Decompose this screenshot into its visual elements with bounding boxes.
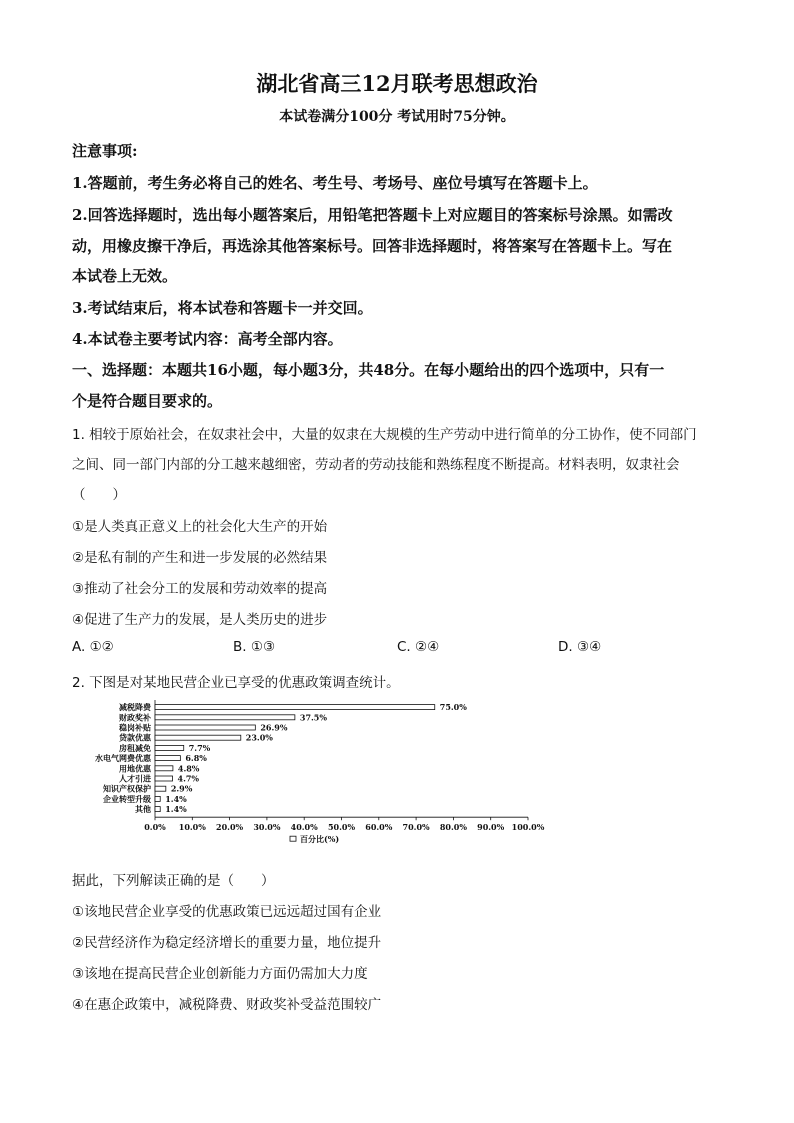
question-2-statement-2: ②民营经济作为稳定经济增长的重要力量，地位提升 [72, 935, 382, 951]
value-label-9: 1.4% [165, 793, 187, 804]
page-title: 湖北省高三12月联考思想政治 [256, 71, 538, 96]
bar-8 [155, 786, 166, 791]
section-heading-line-1: 一、选择题：本题共16小题，每小题3分，共48分。在每小题给出的四个选项中，只有一 [72, 361, 665, 379]
category-label-10: 其他 [135, 804, 151, 815]
question-1-option-b[interactable]: B. ①③ [233, 639, 276, 655]
value-label-4: 7.7% [188, 742, 211, 753]
x-tick-label-2: 20.0% [216, 822, 244, 833]
policy-bar-chart [72, 696, 562, 856]
question-2-statement-3: ③该地在提高民营企业创新能力方面仍需加大力度 [72, 966, 368, 982]
category-label-9: 企业转型升级 [103, 793, 151, 804]
x-tick-label-4: 40.0% [290, 822, 318, 833]
bar-6 [155, 766, 173, 771]
x-tick-label-10: 100.0% [511, 822, 545, 833]
bar-2 [155, 725, 255, 730]
question-1-statement-3: ③推动了社会分工的发展和劳动效率的提高 [72, 581, 328, 597]
bar-5 [155, 756, 180, 761]
value-label-7: 4.7% [177, 773, 200, 784]
question-1-stem-line-1: 1. 相较于原始社会，在奴隶社会中，大量的奴隶在大规模的生产劳动中进行简单的分工协作，使不同部门 [72, 427, 697, 443]
question-1-statement-1: ①是人类真正意义上的社会化大生产的开始 [72, 519, 328, 535]
category-label-6: 用地优惠 [119, 763, 151, 774]
question-2-prompt: 据此，下列解读正确的是（ ） [72, 873, 275, 889]
value-label-10: 1.4% [165, 804, 187, 815]
notice-item-1: 1.答题前，考生务必将自己的姓名、考生号、考场号、座位号填写在答题卡上。 [72, 174, 598, 192]
x-tick-label-0: 0.0% [144, 822, 166, 833]
value-label-1: 37.5% [299, 712, 327, 723]
question-2-statement-4: ④在惠企政策中，减税降费、财政奖补受益范围较广 [72, 997, 382, 1013]
value-label-6: 4.8% [177, 763, 200, 774]
x-tick-label-3: 30.0% [253, 822, 281, 833]
category-label-1: 财政奖补 [119, 712, 151, 723]
question-1-statement-2: ②是私有制的产生和进一步发展的必然结果 [72, 550, 328, 566]
x-tick-label-5: 50.0% [327, 822, 356, 833]
value-label-0: 75.0% [439, 702, 467, 713]
x-tick-label-7: 70.0% [402, 822, 430, 833]
category-label-3: 贷款优惠 [119, 732, 151, 743]
question-1-option-c[interactable]: C. ②④ [397, 639, 440, 655]
x-tick-label-8: 80.0% [439, 822, 467, 833]
x-tick-label-1: 10.0% [178, 822, 206, 833]
legend-swatch [290, 836, 296, 841]
category-label-0: 减税降费 [119, 702, 151, 713]
question-1-statement-4: ④促进了生产力的发展，是人类历史的进步 [72, 612, 328, 628]
notice-heading: 注意事项: [72, 142, 138, 160]
value-label-2: 26.9% [260, 722, 288, 733]
notice-item-3: 3.考试结束后，将本试卷和答题卡一并交回。 [72, 299, 373, 317]
bar-7 [155, 776, 173, 781]
category-label-2: 稳岗补贴 [119, 722, 151, 733]
value-label-5: 6.8% [185, 753, 207, 764]
question-1-option-a[interactable]: A. ①② [72, 639, 114, 655]
question-1-blank: （ ） [72, 487, 126, 503]
question-2-stem: 2. 下图是对某地民营企业已享受的优惠政策调查统计。 [72, 675, 400, 691]
bar-9 [155, 796, 160, 801]
bar-10 [155, 807, 160, 812]
value-label-3: 23.0% [245, 732, 273, 743]
notice-item-4: 4.本试卷主要考试内容：高考全部内容。 [72, 330, 343, 348]
notice-item-2-line-3: 本试卷上无效。 [72, 267, 178, 285]
bar-1 [155, 715, 295, 720]
exam-info: 本试卷满分100分 考试用时75分钟。 [279, 109, 515, 125]
question-1-stem-line-2: 之间、同一部门内部的分工越来越细密，劳动者的劳动技能和熟练程度不断提高。材料表明，奴隶社会 [72, 457, 680, 473]
bar-0 [155, 705, 435, 710]
category-label-7: 人才引进 [119, 773, 151, 784]
question-1-option-d[interactable]: D. ③④ [558, 639, 602, 655]
notice-item-2-line-2: 动，用橡皮擦干净后，再选涂其他答案标号。回答非选择题时，将答案写在答题卡上。写在 [72, 237, 673, 255]
x-tick-label-6: 60.0% [365, 822, 393, 833]
category-label-4: 房租减免 [119, 742, 151, 753]
legend-label: 百分比(%) [300, 834, 340, 845]
section-heading-line-2: 个是符合题目要求的。 [72, 392, 223, 410]
bar-3 [155, 735, 241, 740]
category-label-8: 知识产权保护 [103, 783, 151, 794]
notice-item-2-line-1: 2.回答选择题时，选出每小题答案后，用铅笔把答题卡上对应题目的答案标号涂黑。如需改 [72, 206, 673, 224]
value-label-8: 2.9% [170, 783, 193, 794]
x-tick-label-9: 90.0% [477, 822, 505, 833]
question-2-statement-1: ①该地民营企业享受的优惠政策已远远超过国有企业 [72, 904, 382, 920]
bar-4 [155, 745, 184, 750]
category-label-5: 水电气网费优惠 [95, 753, 151, 764]
